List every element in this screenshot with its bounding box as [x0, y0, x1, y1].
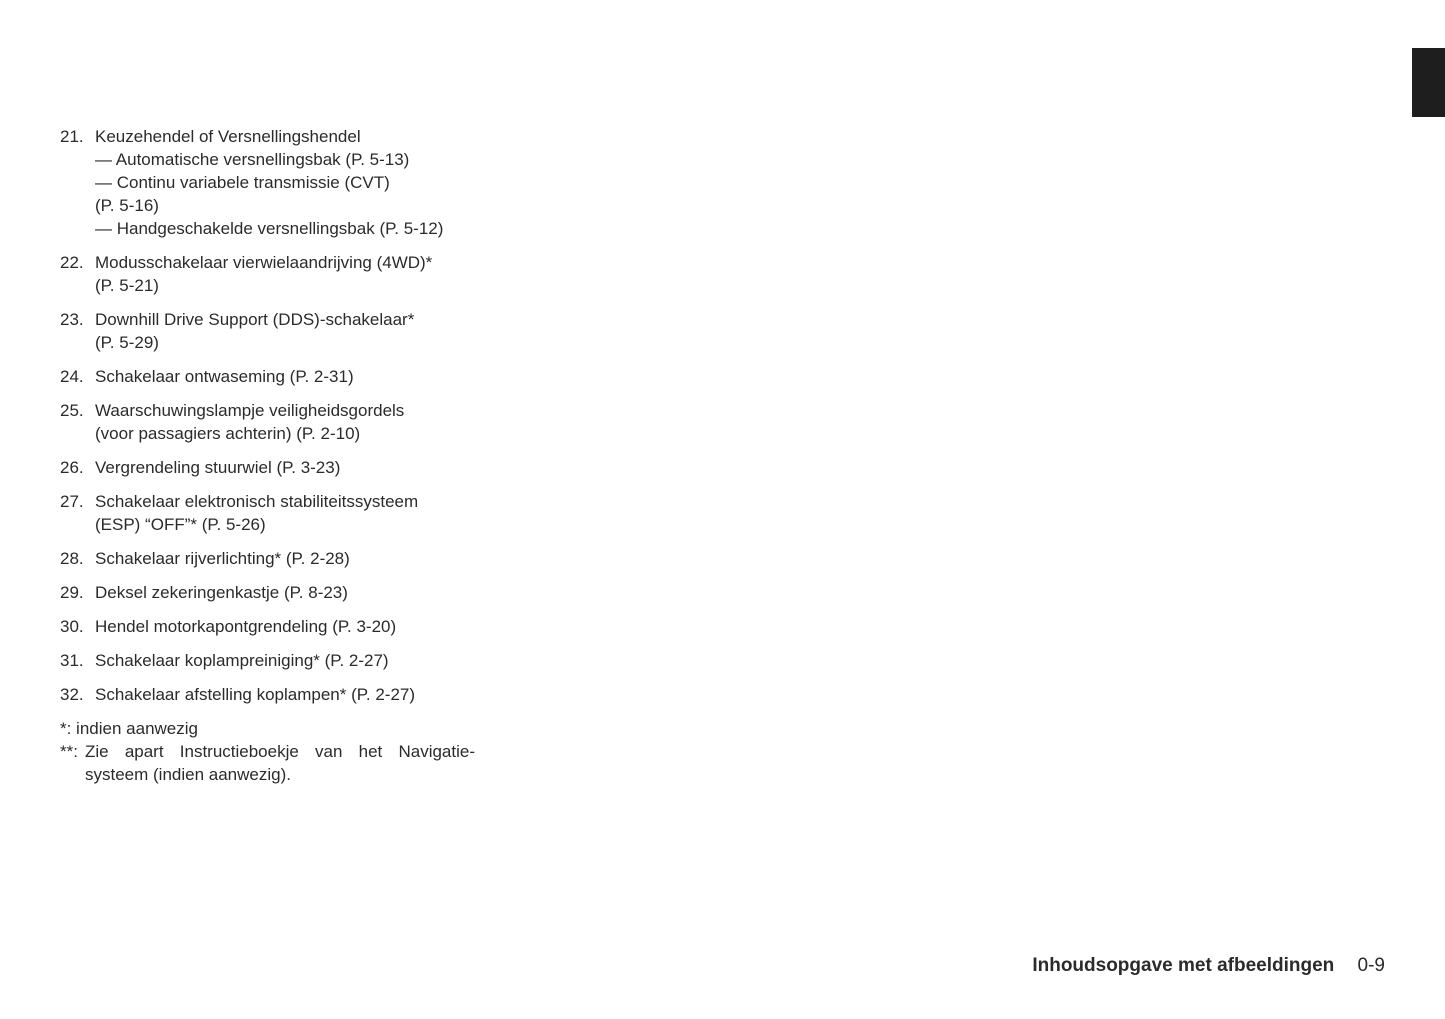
list-item	[60, 615, 480, 638]
item-number: 22.	[60, 253, 84, 272]
item-number: 29.	[60, 583, 84, 602]
list-item	[60, 547, 480, 570]
item-line: Hendel motorkapontgrendeling (P. 3-20)	[95, 617, 397, 636]
item-number: 23.	[60, 310, 84, 329]
item-number: 24.	[60, 367, 84, 386]
item-line: — Automatische versnellingsbak (P. 5-13)	[95, 150, 410, 169]
footnote-optional: *: indien aanwezig	[60, 719, 198, 738]
item-line: Waarschuwingslampje veiligheidsgordels	[95, 401, 405, 420]
item-number: 26.	[60, 458, 84, 477]
list-item	[60, 251, 480, 297]
footnote-navigation	[60, 740, 475, 786]
item-number: 27.	[60, 492, 84, 511]
page-number: 0-9	[1357, 955, 1385, 976]
list-item	[60, 399, 480, 445]
list-item	[60, 456, 480, 479]
item-line: Downhill Drive Support (DDS)-schakelaar*	[95, 310, 415, 329]
list-item	[60, 490, 480, 536]
item-line: (voor passagiers achterin) (P. 2-10)	[95, 424, 361, 443]
item-line: Keuzehendel of Versnellingshendel	[95, 127, 361, 146]
page-footer	[1032, 955, 1385, 977]
item-line: Schakelaar elektronisch stabiliteitssysteem	[95, 492, 419, 511]
item-number: 21.	[60, 127, 84, 146]
list-item	[60, 581, 480, 604]
item-line: — Continu variabele transmissie (CVT)	[95, 173, 390, 192]
footnote-line: Zie apart Instructieboekje van het Navigatie-	[85, 742, 475, 761]
list-item	[60, 365, 480, 388]
item-line: Vergrendeling stuurwiel (P. 3-23)	[95, 458, 341, 477]
item-line: Deksel zekeringenkastje (P. 8-23)	[95, 583, 348, 602]
content-column	[60, 125, 480, 786]
item-line: Schakelaar rijverlichting* (P. 2-28)	[95, 549, 350, 568]
item-list	[60, 125, 480, 706]
list-item	[60, 125, 480, 240]
item-line: Schakelaar afstelling koplampen* (P. 2-27)	[95, 685, 416, 704]
footnote-mark: **:	[60, 742, 78, 761]
item-line: (P. 5-16)	[95, 196, 159, 215]
section-title: Inhoudsopgave met afbeeldingen	[1032, 955, 1335, 976]
list-item	[60, 308, 480, 354]
section-tab-marker	[1412, 48, 1445, 117]
list-item	[60, 649, 480, 672]
item-line: Schakelaar ontwaseming (P. 2-31)	[95, 367, 354, 386]
footnote-line: systeem (indien aanwezig).	[85, 765, 291, 784]
item-line: (P. 5-29)	[95, 333, 159, 352]
item-number: 31.	[60, 651, 84, 670]
item-number: 30.	[60, 617, 84, 636]
item-number: 28.	[60, 549, 84, 568]
list-item	[60, 683, 480, 706]
item-line: (P. 5-21)	[95, 276, 159, 295]
item-line: Modusschakelaar vierwielaandrijving (4WD)*	[95, 253, 433, 272]
footnotes	[60, 717, 480, 786]
item-number: 32.	[60, 685, 84, 704]
item-number: 25.	[60, 401, 84, 420]
item-line: — Handgeschakelde versnellingsbak (P. 5-12)	[95, 219, 444, 238]
item-line: Schakelaar koplampreiniging* (P. 2-27)	[95, 651, 389, 670]
item-line: (ESP) “OFF”* (P. 5-26)	[95, 515, 266, 534]
